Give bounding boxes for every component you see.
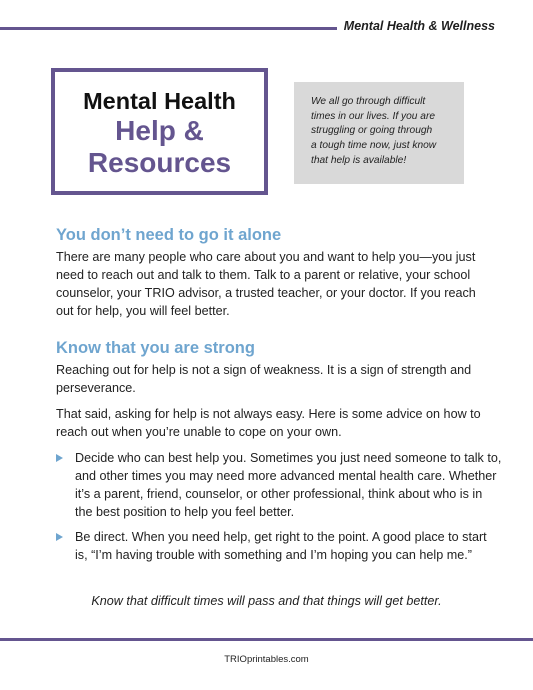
callout-line: We all go through difficult [311,96,426,107]
bullet-item [75,528,505,564]
paragraph-line: perseverance. [56,381,136,395]
bullet-line: the best position to help you feel better. [75,505,295,519]
header-rule [0,27,337,30]
section-strong-paragraph-2 [56,405,491,441]
paragraph-line: That said, asking for help is not always easy. Here is some advice on how to [56,407,481,421]
bullet-line: is, “I’m having trouble with something and I’m hoping you can help me.” [75,548,472,562]
section-label: Mental Health & Wellness [343,19,495,33]
bullet-triangle-icon [56,454,63,462]
bullet-line: and other times you may need more advanced mental health care. Whether [75,469,497,483]
bullet-line: it’s a parent, friend, counselor, or other professional, think about who is in [75,487,483,501]
paragraph-line: need to reach out and talk to them. Talk to a parent or relative, your school [56,268,471,282]
bullet-triangle-icon [56,533,63,541]
section-strong-paragraph-1 [56,361,491,397]
bullet-line: Decide who can best help you. Sometimes you just need someone to talk to, [75,451,502,465]
closing-statement: Know that difficult times will pass and that things will get better. [91,594,442,608]
section-heading-alone: You don’t need to go it alone [56,226,282,244]
callout-line: a tough time now, just know [311,140,437,152]
title-line-1: Mental Health [83,88,236,114]
bullet-item [75,449,505,521]
section-alone-paragraph [56,248,491,320]
title-box [51,68,268,195]
callout-line: that help is available! [311,154,407,166]
title-line-2: Help & [115,115,204,146]
callout-line: struggling or going through [311,125,433,137]
paragraph-line: There are many people who care about you and want to help you—you just [56,250,476,264]
callout-box [294,82,464,184]
section-heading-strong: Know that you are strong [56,339,255,357]
paragraph-line: Reaching out for help is not a sign of weakness. It is a sign of strength and [56,363,472,377]
title-line-3: Resources [87,147,232,178]
paragraph-line: counselor, your TRIO advisor, a trusted teacher, or your doctor. If you reach [56,286,476,300]
paragraph-line: out for help, you will feel better. [56,304,230,318]
footer-site-link[interactable]: TRIOprintables.com [224,654,309,665]
footer-rule [0,638,533,641]
paragraph-line: reach out when you’re unable to cope on your own. [56,425,342,439]
callout-line: times in our lives. If you are [311,110,435,122]
bullet-line: Be direct. When you need help, get right to the point. A good place to start [75,530,487,544]
